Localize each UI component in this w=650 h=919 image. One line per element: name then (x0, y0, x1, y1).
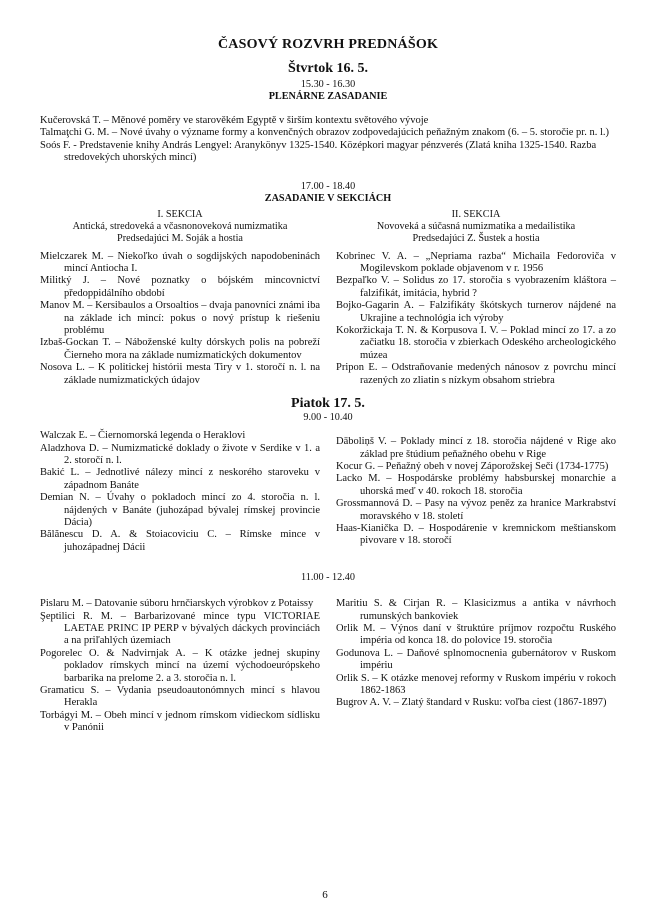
block-2-time: 11.00 - 12.40 (301, 572, 355, 584)
list-item: Kocur G. – Peňažný obeh v novej Záporožskej Seči (1734-1775) (336, 460, 609, 472)
sections-heading: ZASADANIE V SEKCIÁCH (264, 192, 392, 204)
list-item: Bălănescu D. A. & Stoiacoviciu C. – Rímske mince v juhozápadnej Dácii (40, 529, 320, 553)
list-item: Manov M. – Kersibaulos a Orsoaltios – dvaja panovníci známi iba na základe ich mincí: pokus o nový prístup k riešeniu problému (40, 300, 320, 337)
section-1 (40, 209, 320, 387)
list-item: Torbágyi M. – Obeh mincí v jednom rímskom vidieckom sídlisku v Panónii (40, 709, 320, 734)
sections-time: 17.00 - 18.40 (300, 180, 356, 192)
block-2-left-list (40, 598, 320, 734)
sections-columns (40, 209, 616, 387)
section-2-chairs: Predsedajúci Z. Šustek a hostia (412, 232, 540, 244)
day-heading-thursday: Štvrtok 16. 5. (287, 61, 369, 76)
page-number: 6 (322, 889, 328, 901)
list-item: Orlik M. – Výnos daní v štruktúre príjmov rozpočtu Ruského impéria od konca 18. do polovice 19. storočia (336, 622, 616, 647)
block-1-time: 9.00 - 10.40 (303, 412, 353, 424)
list-item: Walczak E. – Čiernomorská legenda o Heraklovi (40, 430, 246, 442)
section-1-list (40, 251, 320, 387)
list-item: Demian N. – Úvahy o pokladoch mincí zo 4. storočia n. l. nájdených v Banáte (juhozápad bývalej rímskej provincie Dácia) (40, 492, 320, 528)
list-item: Orlik S. – K otázke menovej reformy v Ruskom impériu v rokoch 1862-1863 (336, 672, 616, 696)
block-1-left-list (40, 430, 320, 554)
list-item: Bezpaľko V. – Solidus zo 17. storočia s vyobrazením kláštora – falzifikát, imitácia, hybrid ? (336, 275, 616, 299)
list-item: Kobrinec V. A. – „Nepriama razba“ Michaila Fedoroviča v Mogilevskom poklade objavenom v r. 1956 (336, 250, 616, 275)
plenary-list (40, 115, 616, 165)
block-1-right-list (336, 430, 616, 554)
list-item: Godunova L. – Daňové splnomocnenia gubernátorov v Ruskom impériu (336, 647, 616, 672)
list-item: Pripon E. – Odstraňovanie medených nánosov z povrchu mincí razených zo zliatin s nízkym obsahom striebra (336, 362, 616, 386)
list-item: Soós F. - Predstavenie knihy András Lengyel: Aranykönyv 1325-1540. Középkori magyar pénzverés (Zlatá kniha 1325-1540. Razba stredovekých uhorských mincí) (40, 139, 597, 164)
block-2-columns (40, 598, 616, 734)
list-item: Bojko-Gagarin A. – Falzifikáty škótskych turnerov nájdené na Ukrajine a technológia ich výroby (336, 300, 616, 324)
list-item: Gramaticu S. – Vydania pseudoautonómnych mincí s hlavou Herakla (40, 685, 320, 709)
list-item: Bugrov A. V. – Zlatý štandard v Rusku: voľba ciest (1867-1897) (336, 697, 607, 709)
list-item: Lacko M. – Hospodárske problémy habsburskej monarchie a uhorská meď v 40. rokoch 18. storočia (336, 473, 616, 497)
program-page (40, 36, 616, 735)
list-item: Pislaru M. – Datovanie súboru hrnčiarskych výrobkov z Potaissy (40, 598, 314, 610)
section-1-label: I. SEKCIA (157, 208, 203, 220)
list-item: Aladzhova D. – Numizmatické doklady o živote v Serdike v 1. a 2. storočí n. l. (40, 442, 320, 466)
block-2-right-list (336, 598, 616, 734)
list-item: Dāboliņš V. – Poklady mincí z 18. storočia nájdené v Rige ako základ pre štúdium peňažného obehu v Rige (336, 436, 616, 460)
page-title: ČASOVÝ ROZVRH PREDNÁŠOK (217, 37, 439, 52)
list-item: Grossmannová D. – Pasy na vývoz peněz za hranice Markrabství moravského v 18. století (336, 498, 616, 522)
list-item: Militký J. – Nové poznatky o bójském mincovnictví předoppidálního období (40, 275, 320, 299)
plenary-time: 15.30 - 16.30 (300, 79, 356, 90)
block-1-columns (40, 430, 616, 554)
section-1-topic: Antická, stredoveká a včasnonoveková numizmatika (72, 220, 288, 232)
list-item: Haas-Kianička D. – Hospodárenie v kremnickom meštianskom pivovare v 18. storočí (336, 522, 616, 547)
list-item: Bakić L. – Jednotlivé nálezy mincí z neskorého staroveku v západnom Banáte (40, 467, 320, 491)
section-2 (336, 209, 616, 387)
section-2-topic: Novoveká a súčasná numizmatika a medailistika (376, 220, 576, 232)
list-item: Izbaš-Gockan T. – Náboženské kulty dórskych polis na pobreží Čierneho mora na základe numizmatických dokumentov (40, 337, 320, 361)
list-item: Şeptilici R. M. – Barbarizované mince typu VICTORIAE LAETAE PRINC IP PERP v bývalých dáckych provinciách a na priľahlých územiach (40, 610, 320, 647)
section-2-list (336, 251, 616, 387)
list-item: Maritiu S. & Cirjan R. – Klasicizmus a antika v návrhoch rumunských bankoviek (336, 598, 616, 622)
list-item: Mielczarek M. – Niekoľko úvah o sogdijských napodobeninách mincí Antiocha I. (40, 250, 320, 275)
list-item: Talmaţchi G. M. – Nové úvahy o význame formy a konvenčných obrazov zodpovedajúcich peňažným znakom (6. – 5. storočie pr. n. l.) (40, 127, 610, 139)
list-item: Pogorelec O. & Nadvirnjak A. – K otázke jednej skupiny pokladov rímskych mincí na území východoeurópskeho barbarika na prelome 2. a 3. storočia n. l. (40, 647, 320, 684)
list-item: Nosova L. – K politickej histórii mesta Tiry v 1. storočí n. l. na základe numizmatických údajov (40, 362, 320, 386)
day-heading-friday: Piatok 17. 5. (291, 396, 365, 412)
list-item: Kokoržickaja T. N. & Korpusova I. V. – Poklad mincí zo 17. a zo začiatku 18. storočia v zbierkach Odeského archeologického múzea (336, 325, 616, 361)
section-1-chairs: Predsedajúci M. Soják a hostia (117, 232, 243, 244)
section-2-label: II. SEKCIA (451, 208, 501, 220)
list-item: Kučerovská T. – Měnové poměry ve starověkém Egyptě v širším kontextu světového vývoje (40, 115, 429, 126)
plenary-heading: PLENÁRNE ZASADANIE (268, 91, 388, 102)
